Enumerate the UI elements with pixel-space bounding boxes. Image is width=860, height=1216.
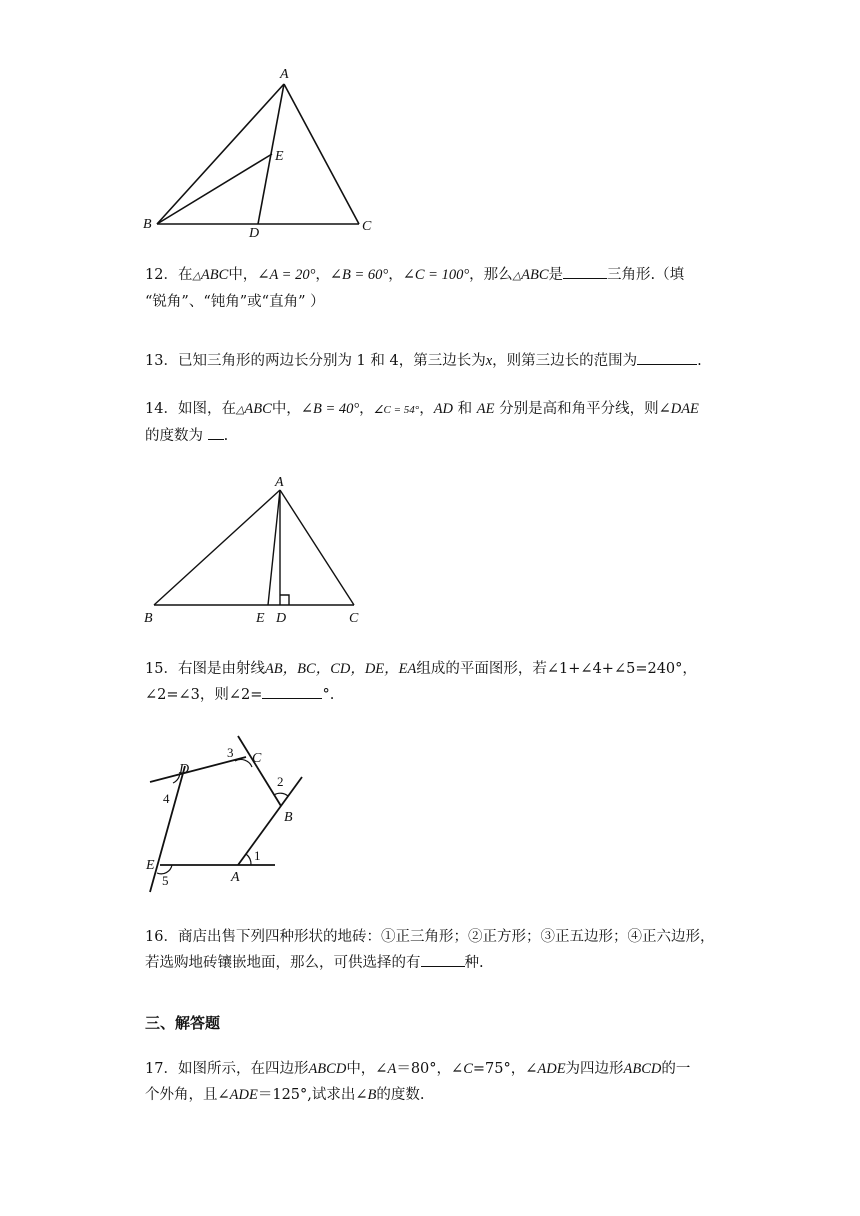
label-d: D — [249, 226, 260, 241]
q14-dae: ∠DAE — [658, 401, 699, 417]
q14-text: 和 — [453, 401, 477, 417]
q12-text: 中， — [228, 267, 258, 283]
q15-text: ∠2=∠3，则∠2= — [145, 687, 263, 703]
q12-triangle-symbol: △ — [512, 270, 522, 282]
label-e: E — [146, 858, 155, 873]
q17-text: 中，∠ — [346, 1061, 388, 1077]
question-17 — [145, 1056, 720, 1108]
triangle-lines — [154, 490, 354, 605]
label-a: A — [280, 67, 289, 82]
label-b: B — [284, 810, 293, 825]
angle-3: 3 — [227, 745, 234, 760]
q17-ade: ADE — [537, 1061, 566, 1077]
q15-text: °. — [322, 687, 335, 703]
question-15 — [145, 656, 720, 708]
q12-abc: ABC — [200, 267, 229, 283]
q14-text: ， — [419, 401, 434, 417]
q13-text: 13．已知三角形的两边长分别为 1 和 4，第三边长为 — [145, 353, 486, 369]
angle-1: 1 — [254, 848, 261, 863]
q13-x: x — [485, 353, 493, 369]
label-c: C — [252, 751, 262, 766]
figure-triangle-altitude — [138, 470, 378, 630]
q12-text: 12．在 — [145, 267, 193, 283]
q17-text: ＝125°,试求出∠ — [257, 1087, 368, 1103]
q17-b: B — [367, 1087, 377, 1103]
q14-triangle-symbol: △ — [235, 404, 245, 416]
angle-5: 5 — [162, 873, 169, 888]
label-b: B — [144, 611, 153, 626]
q14-angle-c: ∠C = 54° — [373, 404, 420, 416]
triangle-lines — [157, 84, 359, 224]
q17-ade: ADE — [229, 1087, 258, 1103]
label-e: E — [256, 611, 265, 626]
label-b: B — [143, 217, 152, 232]
q15-text: 组成的平面图形，若∠1+∠4+∠5=240°， — [416, 661, 697, 677]
q14-text: 的度数为 — [145, 428, 203, 444]
q14-text: ， — [359, 401, 374, 417]
label-d: D — [276, 611, 287, 626]
answer-blank[interactable] — [563, 264, 607, 279]
q14-text: 中， — [271, 401, 301, 417]
label-a: A — [231, 870, 240, 885]
q14-text: 分别是高和角平分线，则 — [494, 401, 659, 417]
q12-text: ，那么 — [469, 267, 513, 283]
answer-blank[interactable] — [208, 425, 224, 440]
q16-text: 16．商店出售下列四种形状的地砖：①正三角形；②正方形；③正五边形；④正六边形， — [145, 929, 715, 945]
q14-ae: AE — [476, 401, 495, 417]
answer-blank[interactable] — [637, 350, 697, 365]
q14-ad: AD — [433, 401, 454, 417]
q14-abc: ABC — [244, 401, 272, 417]
angle-arcs — [157, 759, 288, 873]
q12-text: ， — [388, 267, 403, 283]
angle-4: 4 — [163, 791, 170, 806]
q17-abcd: ABCD — [308, 1061, 347, 1077]
question-13 — [145, 348, 720, 374]
q15-rays: AB，BC，CD，DE，EA — [264, 661, 417, 677]
q17-text: 个外角，且∠ — [145, 1087, 230, 1103]
angle-2: 2 — [277, 774, 284, 789]
q15-text: 15．右图是由射线 — [145, 661, 265, 677]
q17-text: =75°，∠ — [472, 1061, 538, 1077]
q14-angle-b: ∠B = 40° — [300, 401, 360, 417]
q16-text: 若选购地砖镶嵌地面，那么，可供选择的有 — [145, 955, 421, 971]
q12-text: 是 — [548, 267, 563, 283]
q17-a: A — [387, 1061, 397, 1077]
q12-text: ， — [315, 267, 330, 283]
q12-angle-c: ∠C = 100° — [402, 267, 470, 283]
q17-text: 为四边形 — [565, 1061, 624, 1077]
q17-text: 17．如图所示，在四边形 — [145, 1061, 309, 1077]
label-e: E — [275, 149, 284, 164]
q12-angle-b: ∠B = 60° — [329, 267, 389, 283]
q17-abcd: ABCD — [623, 1061, 662, 1077]
answer-blank[interactable] — [262, 684, 322, 699]
q13-text: . — [697, 353, 702, 369]
q17-text: 的一 — [661, 1061, 691, 1077]
q14-text: . — [223, 428, 229, 444]
q17-c: C — [463, 1061, 473, 1077]
q12-angle-a: ∠A = 20° — [257, 267, 316, 283]
q12-text: 三角形.（填 — [607, 267, 685, 283]
section-heading: 三、解答题 — [145, 1014, 221, 1032]
question-16 — [145, 924, 720, 976]
figure-pentagon-rays — [138, 730, 318, 900]
q17-text: 的度数. — [376, 1087, 425, 1103]
label-a: A — [275, 475, 284, 490]
q14-text: 14．如图，在 — [145, 401, 236, 417]
answer-blank[interactable] — [421, 952, 465, 967]
question-14 — [145, 396, 720, 449]
q13-text: ，则第三边长的范围为 — [492, 353, 638, 369]
q12-abc: ABC — [521, 267, 549, 283]
label-c: C — [362, 219, 372, 234]
question-12 — [145, 262, 720, 315]
q17-text: ＝80°，∠ — [396, 1061, 464, 1077]
ray-lines — [150, 736, 302, 892]
q12-line2: “锐角”、“钝角”或“直角” ） — [145, 294, 325, 310]
figure-triangle-cevians — [138, 62, 388, 242]
q16-text: 种. — [464, 955, 484, 971]
q12-triangle-symbol: △ — [192, 270, 201, 282]
label-d: D — [179, 762, 190, 777]
label-c: C — [349, 611, 359, 626]
